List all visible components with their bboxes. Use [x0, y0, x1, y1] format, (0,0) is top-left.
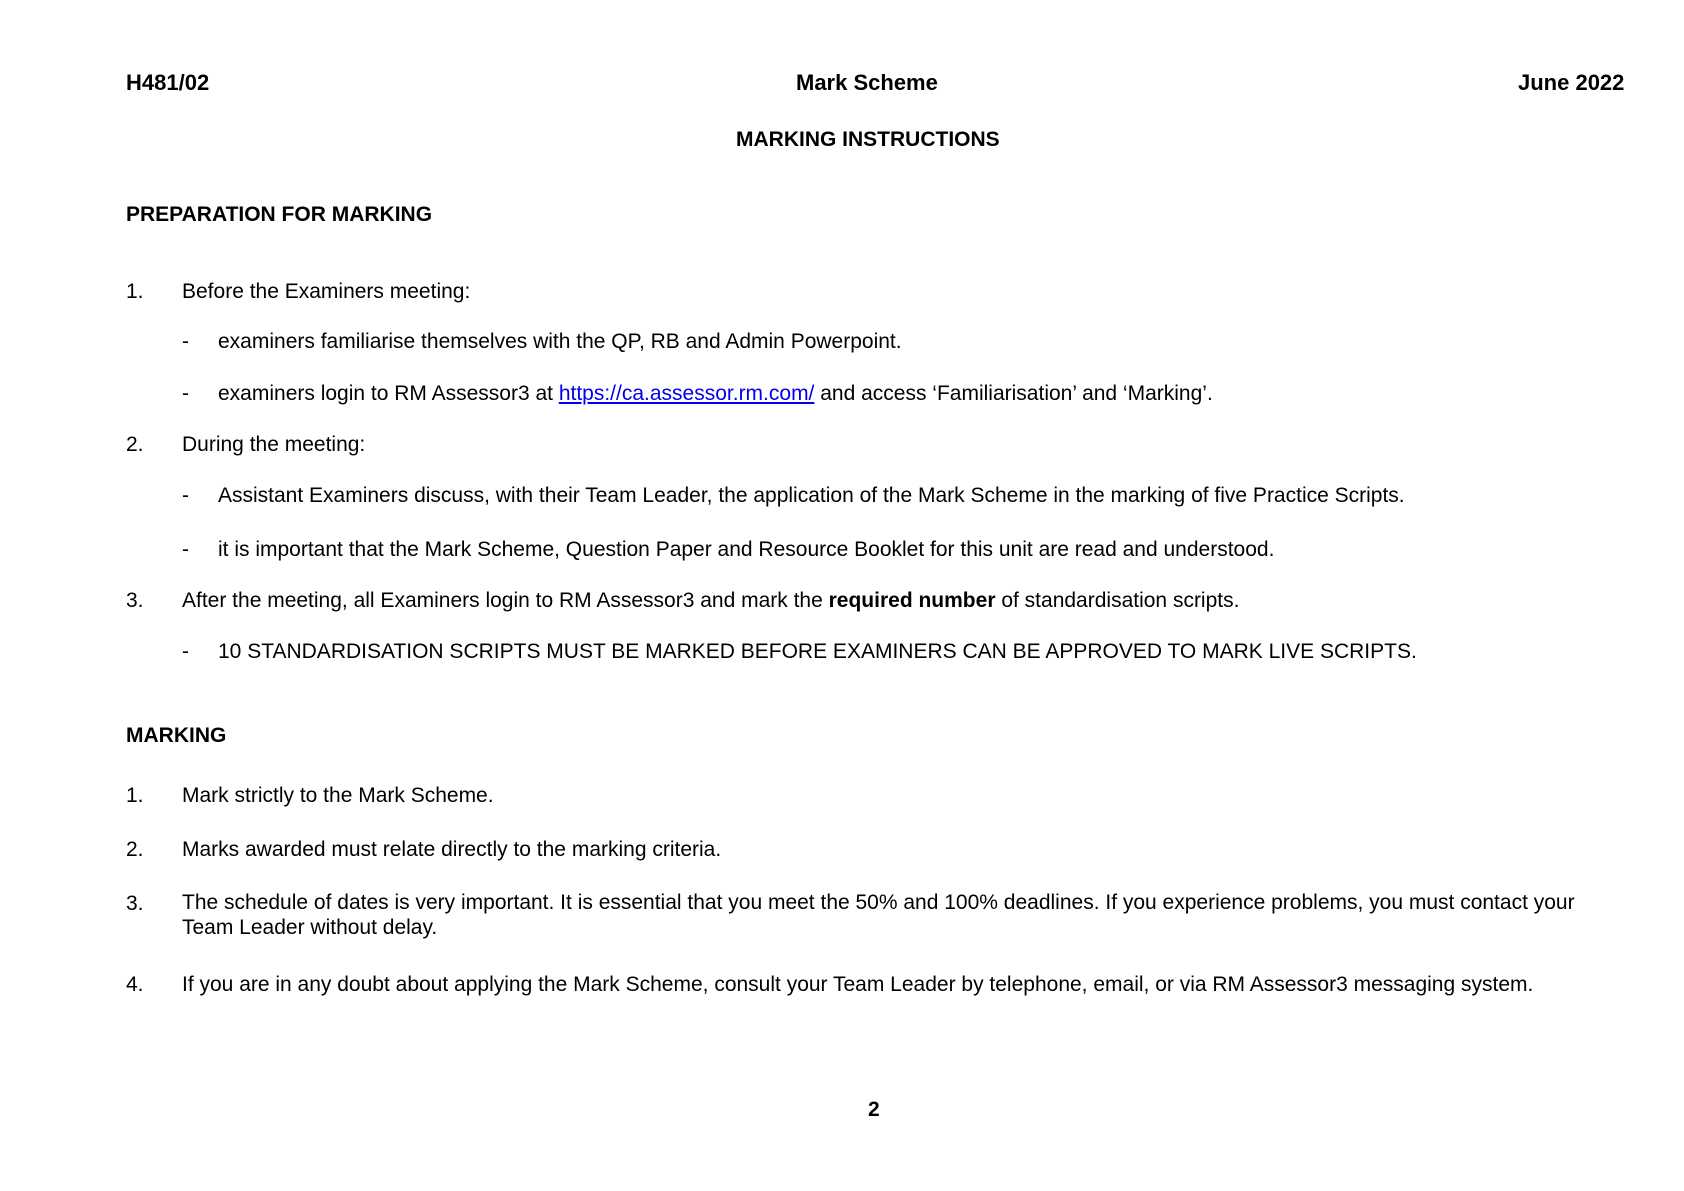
- list-number: 4.: [126, 973, 144, 996]
- page-number: 2: [868, 1098, 880, 1121]
- bullet-item: it is important that the Mark Scheme, Question Paper and Resource Booklet for this unit are read and understood.: [218, 538, 1275, 561]
- bullet-item: Assistant Examiners discuss, with their Team Leader, the application of the Mark Scheme in the marking of five Practice Scripts.: [218, 484, 1405, 507]
- list-item: Mark strictly to the Mark Scheme.: [182, 784, 494, 807]
- bullet-item: examiners familiarise themselves with the QP, RB and Admin Powerpoint.: [218, 330, 902, 353]
- list-item: During the meeting:: [182, 433, 366, 456]
- bullet-dash: -: [182, 538, 189, 561]
- list-item: [182, 589, 1239, 613]
- list-item: Marks awarded must relate directly to the marking criteria.: [182, 838, 722, 861]
- item-text-pre: After the meeting, all Examiners login to RM Assessor3 and mark the: [182, 589, 829, 612]
- list-number: 1.: [126, 280, 144, 303]
- bullet-dash: -: [182, 640, 189, 663]
- bullet-text-pre: examiners login to RM Assessor3 at: [218, 382, 559, 405]
- header-reference: H481/02: [126, 70, 210, 95]
- section-heading-preparation: PREPARATION FOR MARKING: [126, 203, 433, 226]
- header-date: June 2022: [1518, 70, 1625, 95]
- list-number: 2.: [126, 838, 144, 861]
- list-number: 2.: [126, 433, 144, 456]
- list-item: The schedule of dates is very important. It is essential that you meet the 50% and 100% deadlines. If you experience problems, you must contact your Team Leader without delay.: [182, 891, 1575, 939]
- header-title: Mark Scheme: [796, 70, 938, 95]
- list-number: 3.: [126, 892, 144, 915]
- list-number: 1.: [126, 784, 144, 807]
- list-item: If you are in any doubt about applying the Mark Scheme, consult your Team Leader by telephone, email, or via RM Assessor3 messaging system.: [182, 973, 1534, 996]
- bullet-dash: -: [182, 382, 189, 405]
- bullet-item: 10 STANDARDISATION SCRIPTS MUST BE MARKED BEFORE EXAMINERS CAN BE APPROVED TO MARK LIVE SCRIPTS.: [218, 640, 1417, 663]
- bullet-text-post: and access ‘Familiarisation’ and ‘Marking’.: [814, 382, 1213, 405]
- section-heading-marking: MARKING: [126, 724, 227, 747]
- item-text-bold: required number: [828, 589, 996, 612]
- list-item: Before the Examiners meeting:: [182, 280, 471, 303]
- item-text-post: of standardisation scripts.: [995, 589, 1240, 612]
- bullet-dash: -: [182, 484, 189, 507]
- bullet-item: [218, 382, 1213, 406]
- list-number: 3.: [126, 589, 144, 612]
- bullet-dash: -: [182, 330, 189, 353]
- page-title: MARKING INSTRUCTIONS: [736, 128, 1000, 151]
- assessor-link[interactable]: https://ca.assessor.rm.com/: [558, 382, 815, 405]
